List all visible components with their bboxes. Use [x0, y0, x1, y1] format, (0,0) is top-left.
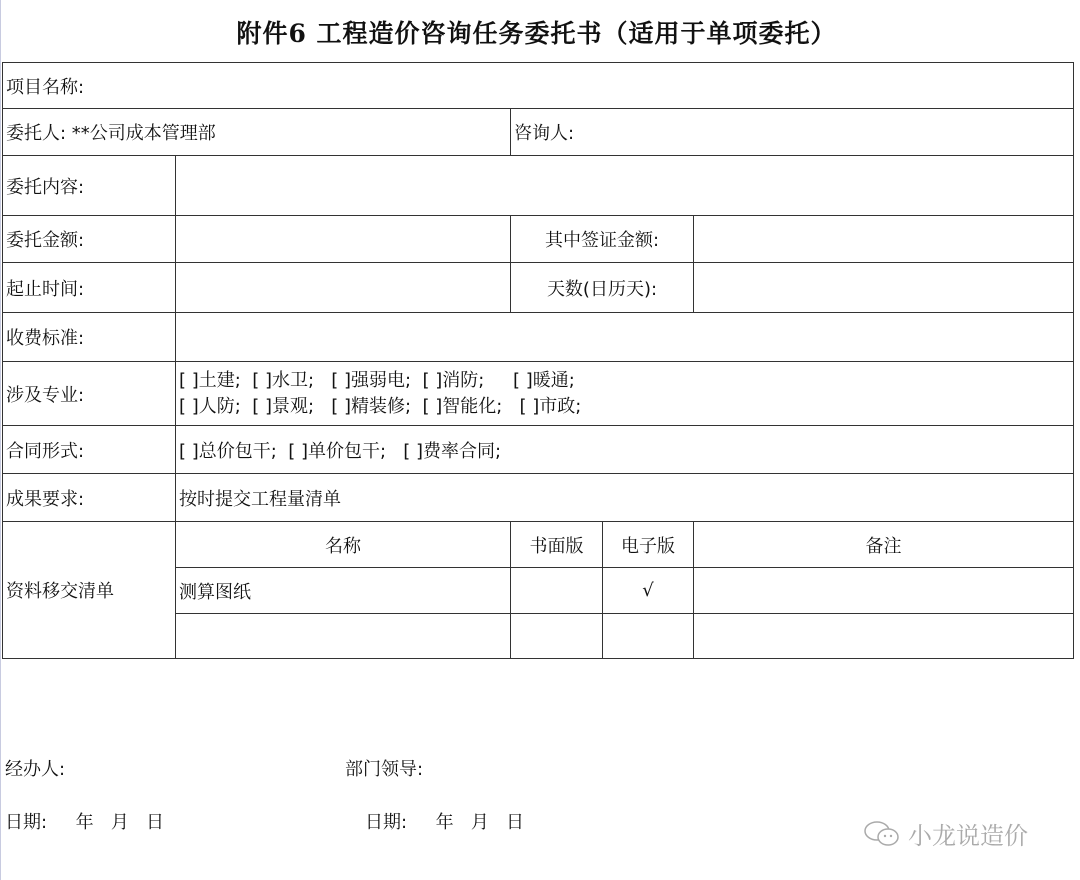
cell-remarks[interactable] — [694, 568, 1074, 614]
date-right: 日期: 年 月 日 — [365, 812, 525, 833]
period-value[interactable] — [176, 263, 511, 313]
amount-value[interactable] — [176, 216, 511, 263]
disciplines-line-2[interactable]: [ ]人防; [ ]景观; [ ]精装修; [ ]智能化; [ ]市政; — [179, 395, 582, 417]
cell-name[interactable] — [176, 614, 511, 659]
disciplines-options[interactable] — [176, 362, 1074, 426]
cell-electronic[interactable] — [603, 614, 694, 659]
left-edge — [0, 0, 1, 880]
cell-name[interactable]: 测算图纸 — [176, 568, 511, 614]
days-label: 天数(日历天): — [511, 263, 694, 313]
visa-amount-value[interactable] — [694, 216, 1074, 263]
wechat-icon — [862, 819, 902, 849]
handover-label: 资料移交清单 — [3, 522, 176, 659]
date-left: 日期: 年 月 日 — [5, 812, 165, 833]
disciplines-label: 涉及专业: — [3, 362, 176, 426]
content-label: 委托内容: — [3, 156, 176, 216]
result-label: 成果要求: — [3, 474, 176, 522]
document-title: 附件6 工程造价咨询任务委托书（适用于单项委托） — [236, 19, 837, 48]
disciplines-line-1[interactable]: [ ]土建; [ ]水卫; [ ]强弱电; [ ]消防; [ ]暖通; — [179, 369, 575, 391]
header-electronic: 电子版 — [603, 522, 694, 568]
project-name-field[interactable]: 项目名称: — [3, 63, 1074, 109]
period-label: 起止时间: — [3, 263, 176, 313]
amount-label: 委托金额: — [3, 216, 176, 263]
fee-standard-label: 收费标准: — [3, 313, 176, 362]
contract-options[interactable]: [ ]总价包干; [ ]单价包干; [ ]费率合同; — [176, 426, 1074, 474]
watermark-text: 小龙说造价 — [908, 822, 1028, 850]
visa-amount-label: 其中签证金额: — [511, 216, 694, 263]
cell-remarks[interactable] — [694, 614, 1074, 659]
handler-label: 经办人: — [5, 759, 66, 780]
consultant-field[interactable]: 咨询人: — [511, 109, 1074, 156]
result-value[interactable]: 按时提交工程量清单 — [176, 474, 1074, 522]
header-paper: 书面版 — [511, 522, 603, 568]
days-value[interactable] — [694, 263, 1074, 313]
header-name: 名称 — [176, 522, 511, 568]
watermark — [862, 816, 1028, 851]
fee-standard-value[interactable] — [176, 313, 1074, 362]
contract-label: 合同形式: — [3, 426, 176, 474]
header-remarks: 备注 — [694, 522, 1074, 568]
commission-form-table — [2, 62, 1074, 659]
dept-leader-label: 部门领导: — [345, 759, 424, 780]
content-value[interactable] — [176, 156, 1074, 216]
client-field[interactable]: 委托人: **公司成本管理部 — [3, 109, 511, 156]
cell-paper[interactable] — [511, 568, 603, 614]
cell-electronic[interactable]: √ — [603, 568, 694, 614]
cell-paper[interactable] — [511, 614, 603, 659]
